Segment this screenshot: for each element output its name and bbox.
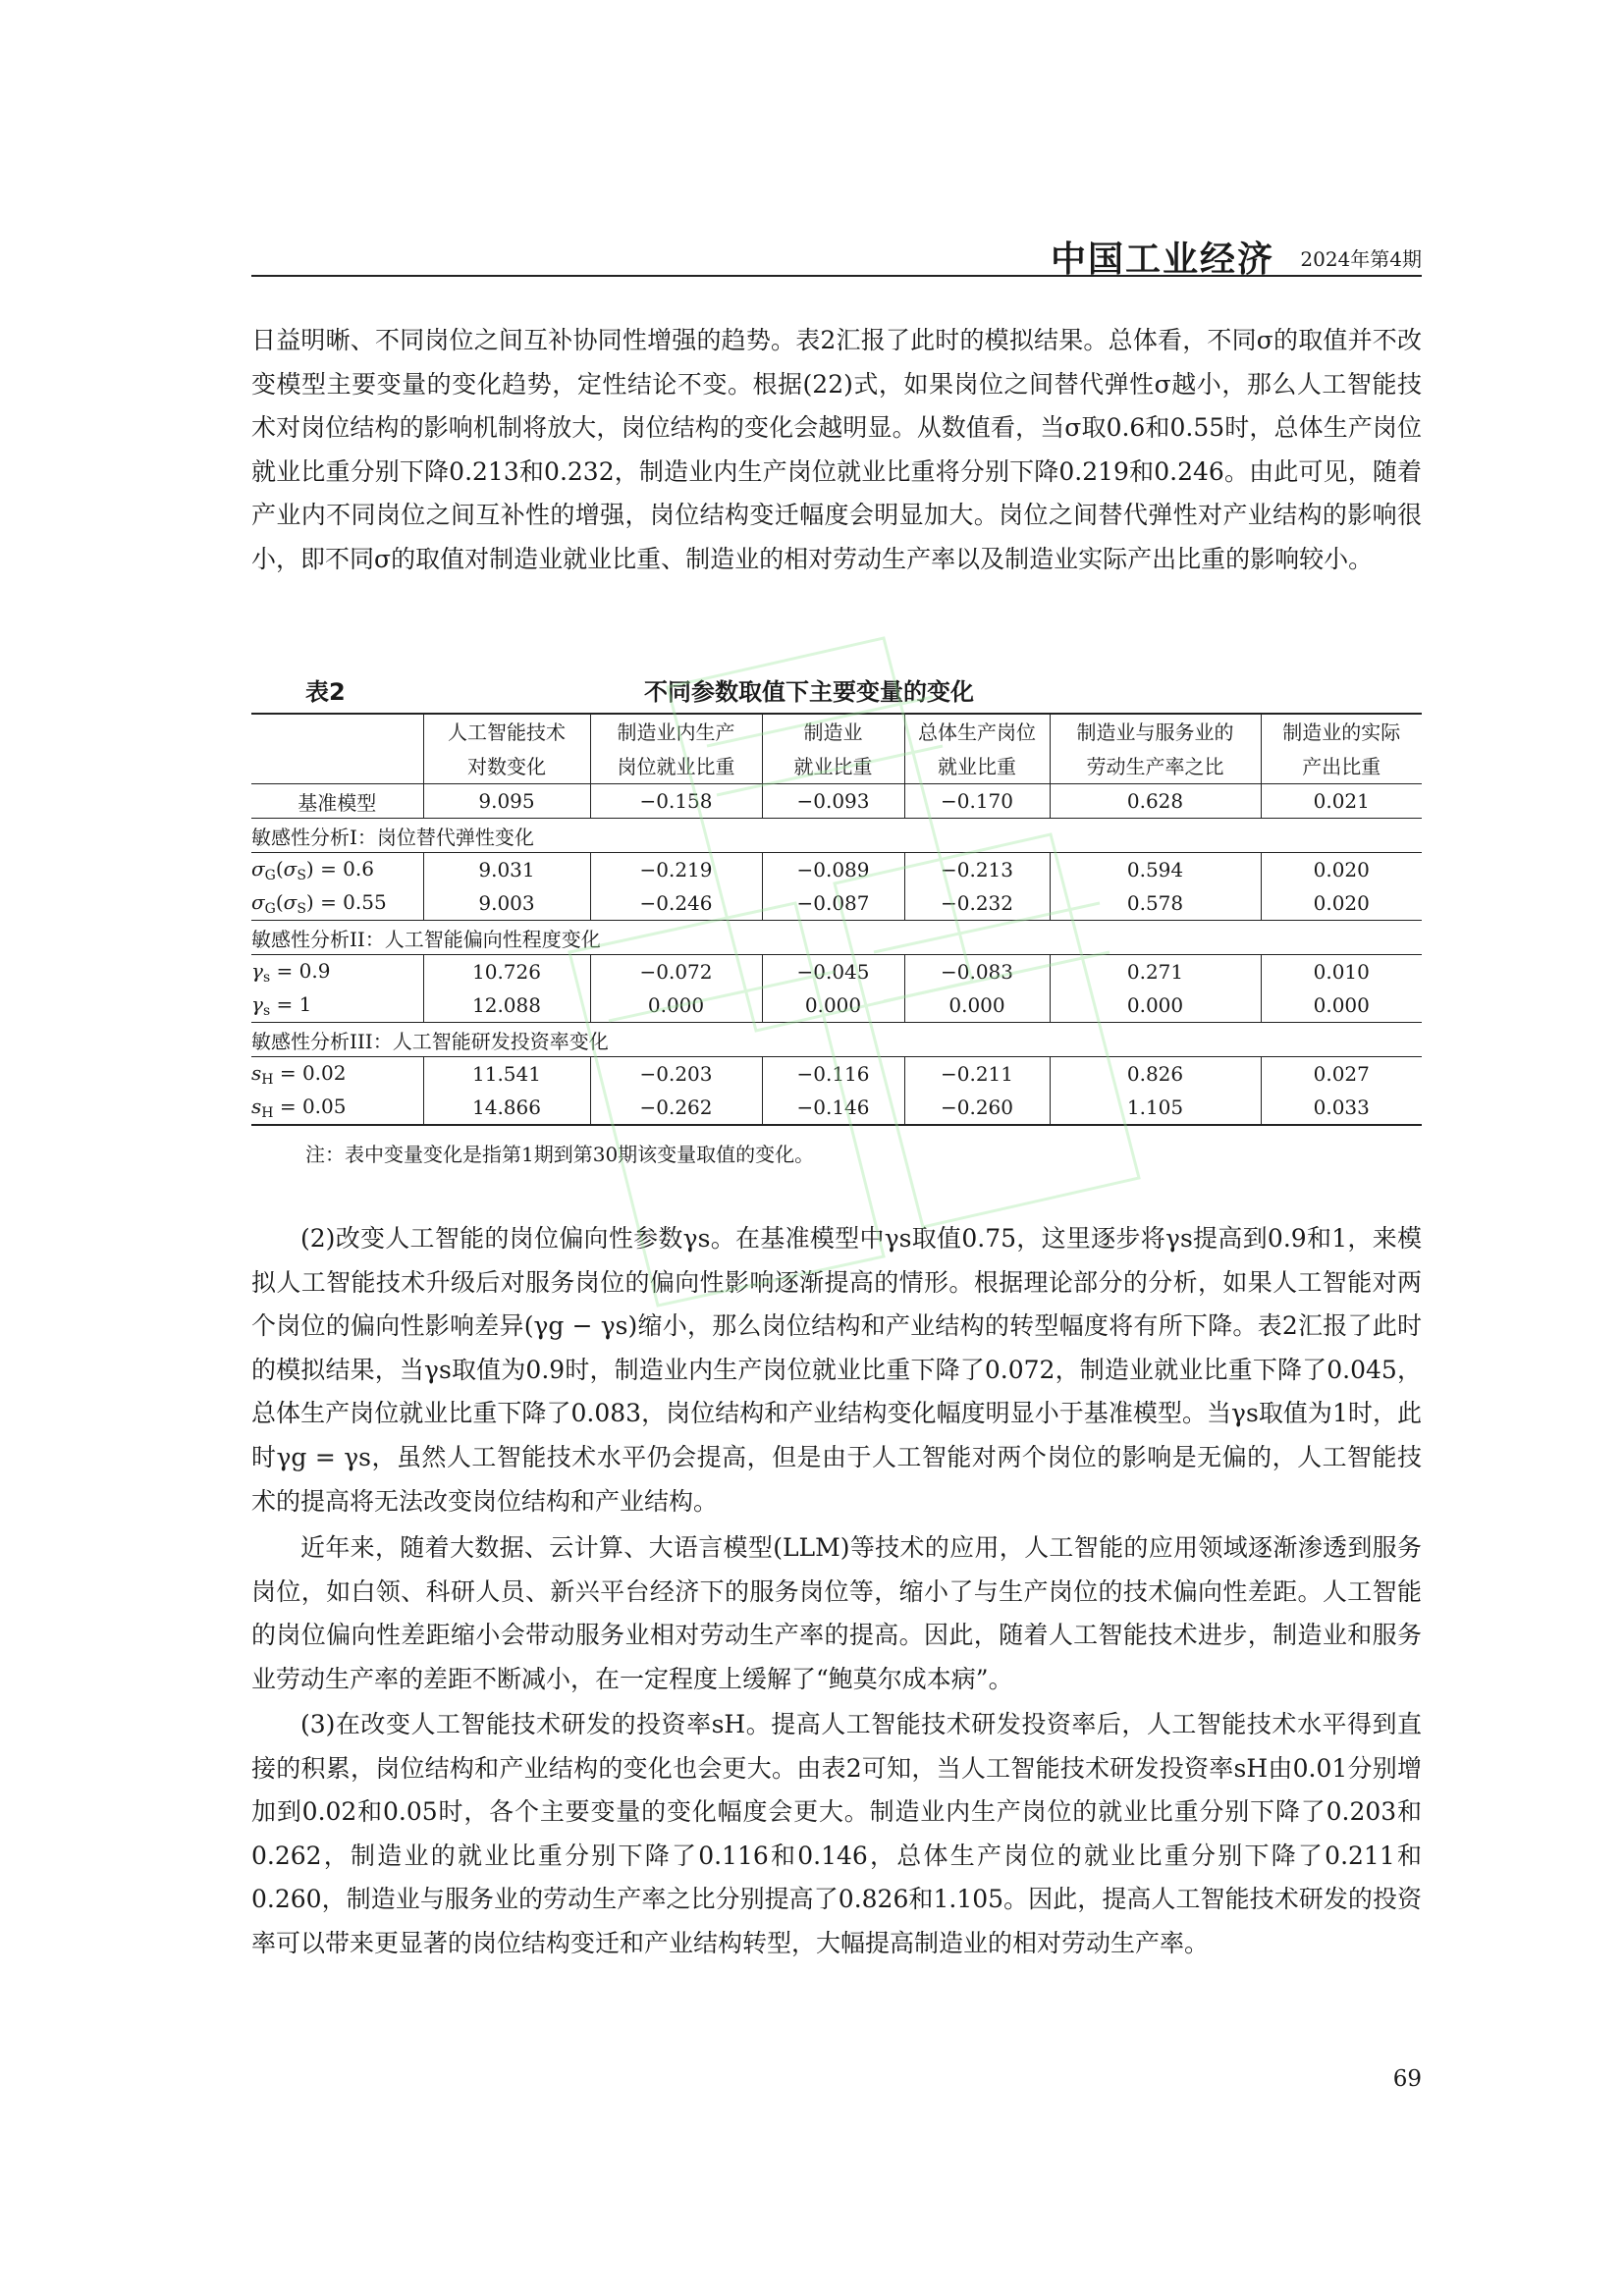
header-col-4-line-1: 总体生产岗位 xyxy=(904,714,1050,749)
table-cell: −0.045 xyxy=(762,955,904,989)
table-cell: 0.020 xyxy=(1261,853,1422,887)
table-cell: 0.027 xyxy=(1261,1057,1422,1092)
row-label: $s_H = 0.05$ xyxy=(251,1091,423,1125)
header-col-5-line-2: 劳动生产率之比 xyxy=(1050,749,1261,784)
table-cell: 0.033 xyxy=(1261,1091,1422,1125)
table-cell: −0.146 xyxy=(762,1091,904,1125)
table-cell: −0.219 xyxy=(590,853,762,887)
table-cell: −0.093 xyxy=(762,784,904,819)
header-col-6-line-2: 产出比重 xyxy=(1261,749,1422,784)
row-label: $\sigma_G(\sigma_S) = 0.55$ xyxy=(251,889,387,917)
paragraph-3: 近年来，随着大数据、云计算、大语言模型(LLM)等技术的应用，人工智能的应用领域逐渐渗透到服务岗位，如白领、科研人员、新兴平台经济下的服务岗位等，缩小了与生产岗位的技术偏向性差距。人工智能的岗位偏向性差距缩小会带动服务业相对劳动生产率的提高。因此，随着人工智能技术进步，制造业和服务业劳动生产率的差距不断减小，在一定程度上缓解了“鲍莫尔成本病”。 xyxy=(251,1533,1422,1693)
table-cell: 0.010 xyxy=(1261,955,1422,989)
issue-label: 2024年第4期 xyxy=(1300,247,1422,271)
table-cell: −0.203 xyxy=(590,1057,762,1092)
header-col-1-line-1: 人工智能技术 xyxy=(423,714,590,749)
table-cell: −0.089 xyxy=(762,853,904,887)
section-title: 敏感性分析III：人工智能研发投资率变化 xyxy=(251,1023,1422,1057)
row-label: $\gamma_s = 0.9$ xyxy=(251,958,331,986)
table-cell: −0.260 xyxy=(904,1091,1050,1125)
table-cell: 1.105 xyxy=(1050,1091,1261,1125)
table-cell: −0.116 xyxy=(762,1057,904,1092)
page-number: 69 xyxy=(1392,2066,1422,2092)
header-corner-2 xyxy=(251,749,423,784)
table-cell: 0.000 xyxy=(762,988,904,1023)
paragraph-2: (2)改变人工智能的岗位偏向性参数γs。在基准模型中γs取值0.75，这里逐步将γs提高到0.9和1，来模拟人工智能技术升级后对服务岗位的偏向性影响逐渐提高的情形。根据理论部分的分析，如果人工智能对两个岗位的偏向性影响差异(γg − γs)缩小，那么岗位结构和产业结构的转型幅度将有所下降。表2汇报了此时的模拟结果，当γs取值为0.9时，制造业内生产岗位就业比重下降了0.072，制造业就业比重下降了0.045，总体生产岗位就业比重下降了0.083，岗位结构和产业结构变化幅度明显小于基准模型。当γs取值为1时，此时γg = γs，虽然人工智能技术水平仍会提高，但是由于人工智能对两个岗位的影响是无偏的，人工智能技术的提高将无法改变岗位结构和产业结构。 xyxy=(251,1224,1422,1516)
header-col-2-line-2: 岗位就业比重 xyxy=(590,749,762,784)
page-header xyxy=(251,236,1422,280)
paragraph-4: (3)在改变人工智能技术研发的投资率sH。提高人工智能技术研发投资率后，人工智能技术水平得到直接的积累，岗位结构和产业结构的变化也会更大。由表2可知，当人工智能技术研发投资率sH由0.01分别增加到0.02和0.05时，各个主要变量的变化幅度会更大。制造业内生产岗位的就业比重分别下降了0.203和0.262，制造业的就业比重分别下降了0.116和0.146，总体生产岗位的就业比重分别下降了0.211和0.260，制造业与服务业的劳动生产率之比分别提高了0.826和1.105。因此，提高人工智能技术研发的投资率可以带来更显著的岗位结构变迁和产业结构转型，大幅提高制造业的相对劳动生产率。 xyxy=(251,1710,1422,1957)
table-cell: 0.000 xyxy=(1261,988,1422,1023)
table-cell: −0.246 xyxy=(590,886,762,921)
table-cell: −0.213 xyxy=(904,853,1050,887)
table-cell: 0.594 xyxy=(1050,853,1261,887)
section-title: 敏感性分析I：岗位替代弹性变化 xyxy=(251,819,1422,853)
table-cell: 14.866 xyxy=(423,1091,590,1125)
watermark-stamp xyxy=(422,628,1227,1394)
table-cell: 0.000 xyxy=(590,988,762,1023)
table-cell: −0.072 xyxy=(590,955,762,989)
table-cell: 0.000 xyxy=(1050,988,1261,1023)
header-col-3-line-1: 制造业 xyxy=(762,714,904,749)
journal-name: 中国工业经济 xyxy=(1050,240,1274,280)
row-label: $s_H = 0.02$ xyxy=(251,1060,347,1088)
header-col-2-line-1: 制造业内生产 xyxy=(590,714,762,749)
paragraph-1: 日益明晰、不同岗位之间互补协同性增强的趋势。表2汇报了此时的模拟结果。总体看，不同σ的取值并不改变模型主要变量的变化趋势，定性结论不变。根据(22)式，如果岗位之间替代弹性σ越小，那么人工智能技术对岗位结构的影响机制将放大，岗位结构的变化会越明显。从数值看，当σ取0.6和0.55时，总体生产岗位就业比重分别下降0.213和0.232，制造业内生产岗位就业比重将分别下降0.219和0.246。由此可见，随着产业内不同岗位之间互补性的增强，岗位结构变迁幅度会明显加大。岗位之间替代弹性对产业结构的影响很小，即不同σ的取值对制造业就业比重、制造业的相对劳动生产率以及制造业实际产出比重的影响较小。 xyxy=(251,326,1422,573)
table-cell: −0.158 xyxy=(590,784,762,819)
row-label: 基准模型 xyxy=(298,790,377,815)
header-corner xyxy=(251,714,423,749)
table-cell: −0.083 xyxy=(904,955,1050,989)
header-col-1-line-2: 对数变化 xyxy=(423,749,590,784)
table-cell: 0.271 xyxy=(1050,955,1261,989)
table-cell: 11.541 xyxy=(423,1057,590,1092)
table-cell: 9.003 xyxy=(423,886,590,921)
table-cell: −0.170 xyxy=(904,784,1050,819)
table-label: 表2 xyxy=(305,678,346,706)
table-cell: 0.628 xyxy=(1050,784,1261,819)
table-cell: 10.726 xyxy=(423,955,590,989)
table-cell: −0.262 xyxy=(590,1091,762,1125)
header-col-6-line-1: 制造业的实际 xyxy=(1261,714,1422,749)
header-col-5-line-1: 制造业与服务业的 xyxy=(1050,714,1261,749)
table-cell: 0.020 xyxy=(1261,886,1422,921)
table-cell: −0.087 xyxy=(762,886,904,921)
table-title: 不同参数取值下主要变量的变化 xyxy=(644,678,974,706)
table-cell: 0.578 xyxy=(1050,886,1261,921)
table-cell: 12.088 xyxy=(423,988,590,1023)
table-cell: 9.031 xyxy=(423,853,590,887)
header-col-3-line-2: 就业比重 xyxy=(762,749,904,784)
table-cell: 9.095 xyxy=(423,784,590,819)
row-label: $\gamma_s = 1$ xyxy=(251,991,312,1019)
table-cell: 0.021 xyxy=(1261,784,1422,819)
header-col-4-line-2: 就业比重 xyxy=(904,749,1050,784)
table-cell: 0.826 xyxy=(1050,1057,1261,1092)
table-cell: 0.000 xyxy=(904,988,1050,1023)
table-cell: −0.211 xyxy=(904,1057,1050,1092)
table-note: 注：表中变量变化是指第1期到第30期该变量取值的变化。 xyxy=(305,1143,815,1166)
table-cell: −0.232 xyxy=(904,886,1050,921)
row-label: $\sigma_G(\sigma_S) = 0.6$ xyxy=(251,856,374,883)
section-title: 敏感性分析II：人工智能偏向性程度变化 xyxy=(251,921,1422,955)
